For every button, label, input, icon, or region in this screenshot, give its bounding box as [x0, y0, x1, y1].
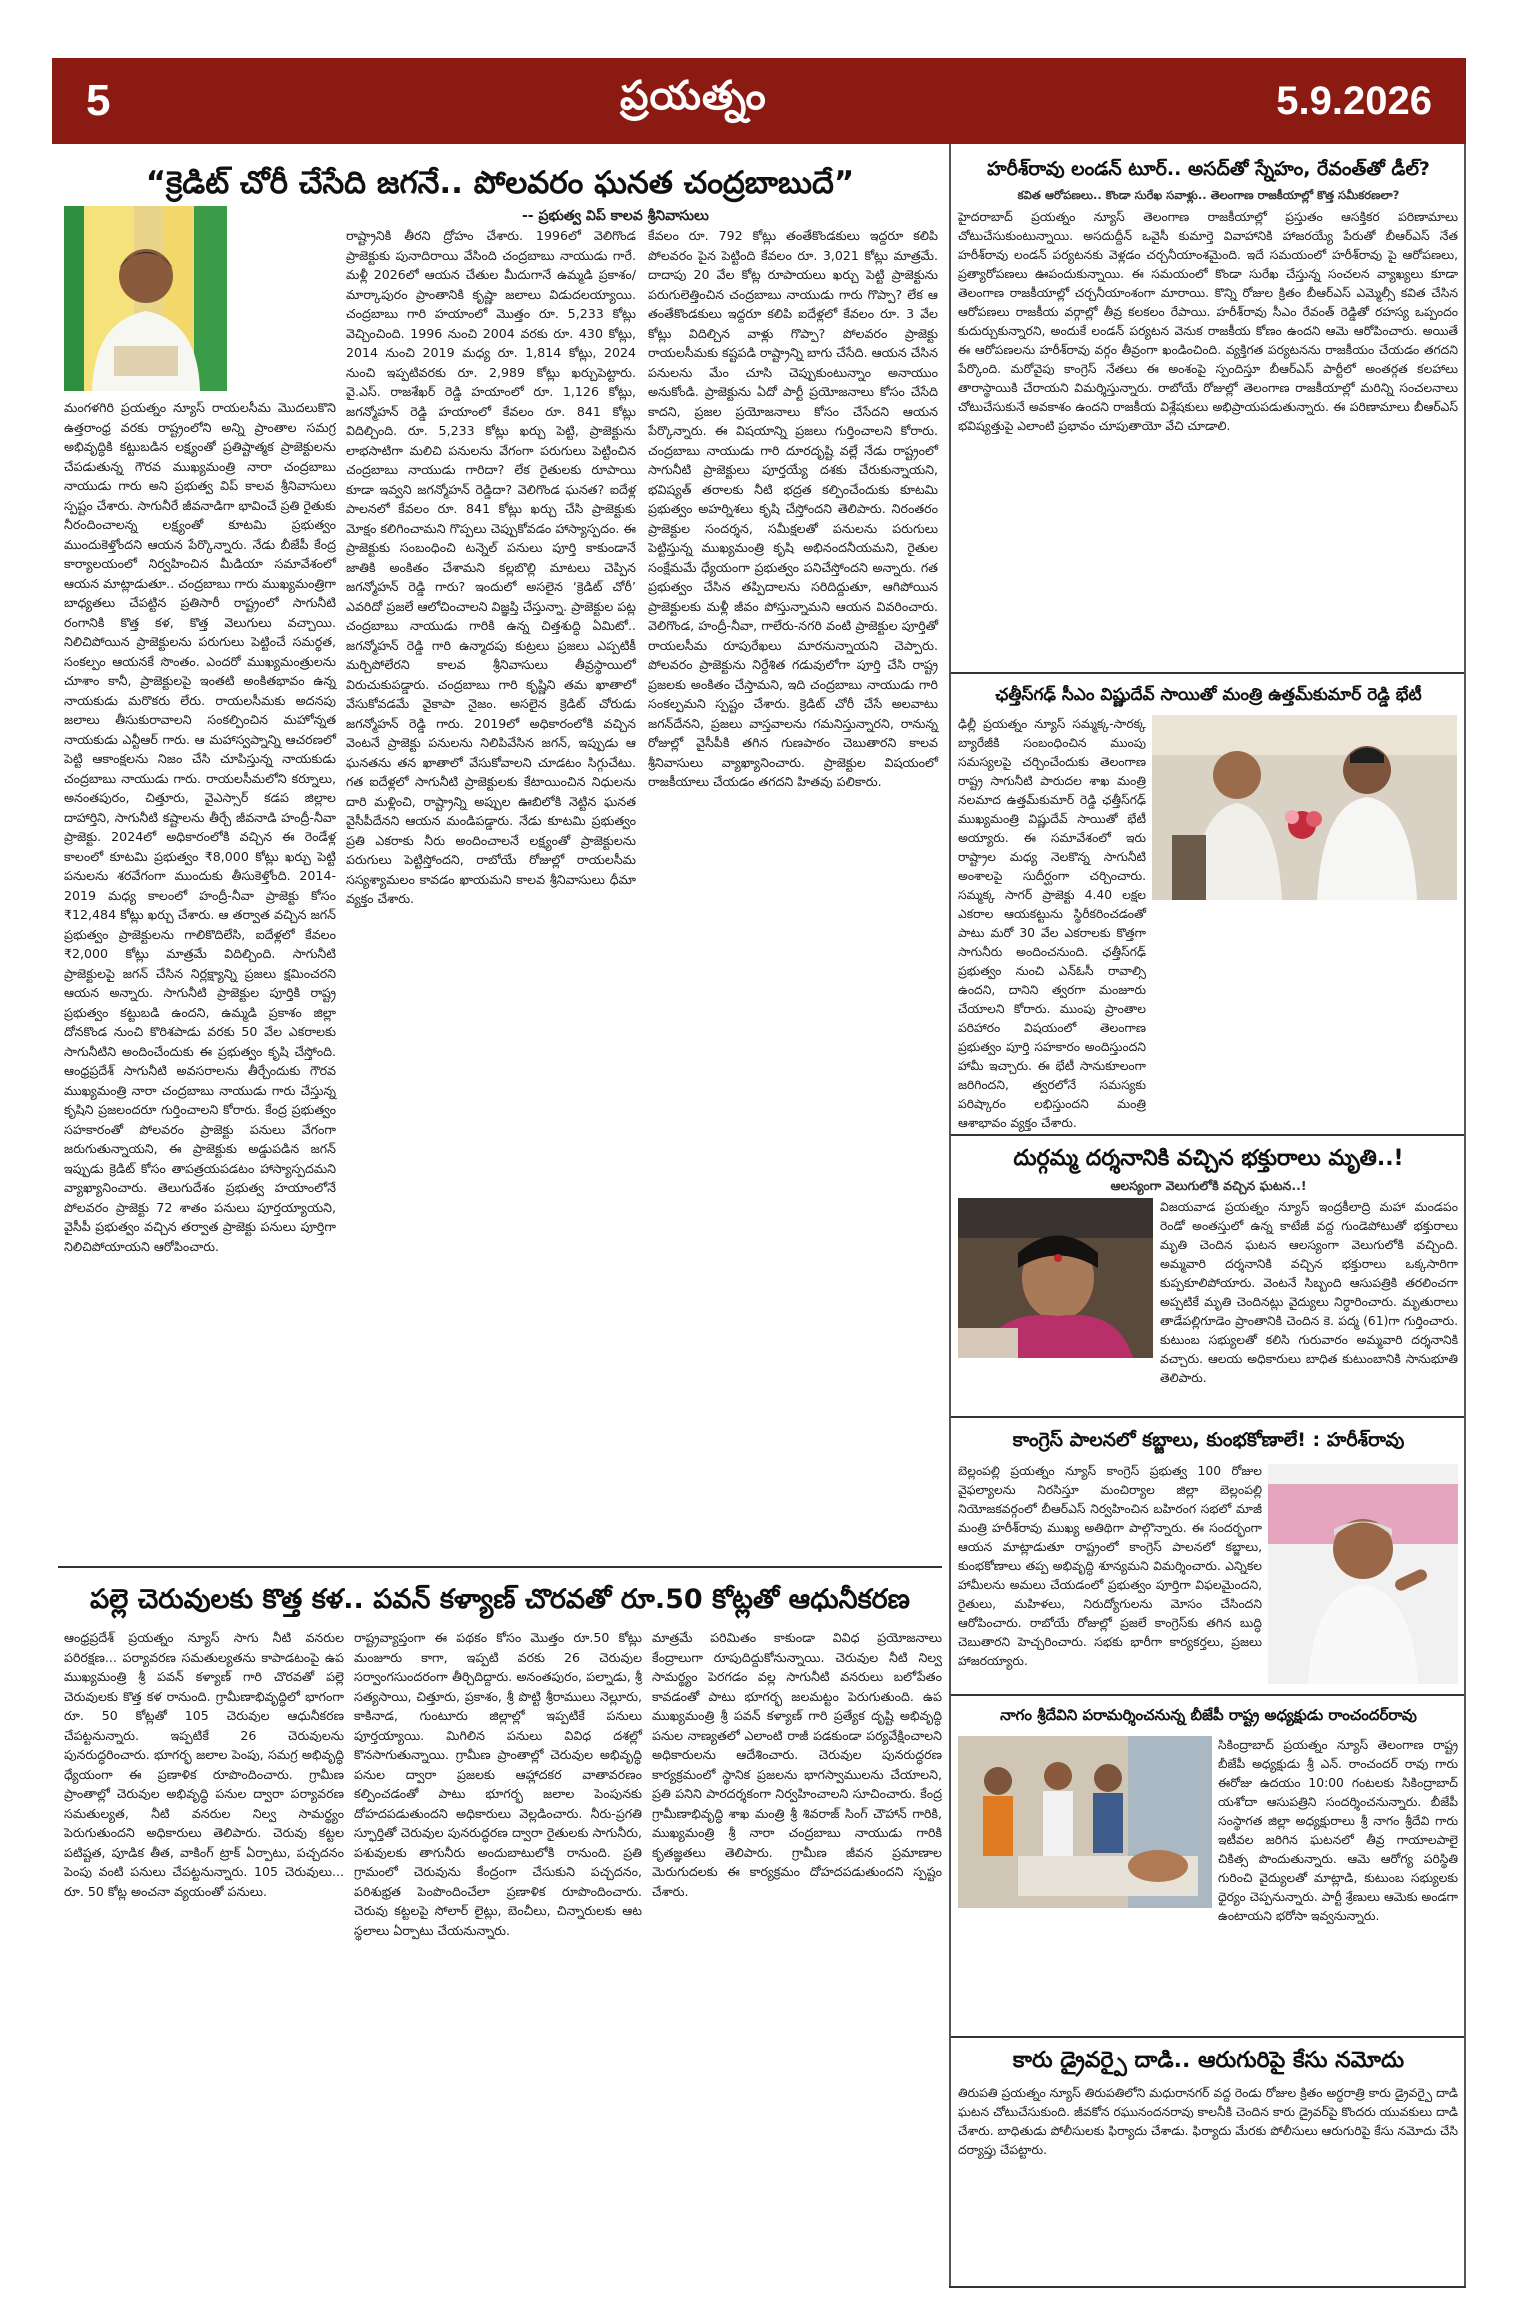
page-bottom-rule [949, 2286, 1466, 2288]
side6-headline: కారు డ్రైవర్పై దాడి.. ఆరుగురిపై కేసు నమోదు [1012, 2048, 1405, 2073]
side-divider-4 [951, 1694, 1464, 1696]
side6-body: తిరుపతి ప్రయత్నం న్యూస్ తిరుపతిలోని మధురానగర్ వద్ద రెండు రోజుల క్రితం అర్ధరాత్రి కారు డ్రైవర్పై దాడి ఘటన చోటుచేసుకుంది. జీవకోన రఘునందనరావు కాలనీకి చెందిన కారు డ్రైవర్‌పై కొందరు యువకులు దాడి చేశారు. బాధితుడు పోలీసులకు ఫిర్యాదు చేశాడు. ఫిర్యాదు మేరకు పోలీసులు ఆరుగురిపై కేసు నమోదు చేసి దర్యాప్తు చేపట్టారు. [958, 2086, 1458, 2157]
page-number: 5 [86, 76, 111, 125]
side-divider-5 [951, 2036, 1464, 2038]
side1-subheadline: కవిత ఆరోపణలు.. కొండా సురేఖ సవాళ్లు.. తెలంగాణ రాజకీయాల్లో కొత్త సమీకరణలా? [1017, 188, 1400, 202]
hospital-visit-photo [958, 1736, 1212, 1908]
side2-headline: ఛత్తీస్‌గఢ్ సీఎం విష్ణుదేవ్ సాయితో మంత్రి ఉత్తమ్‌కుమార్ రెడ్డి భేటీ [995, 685, 1422, 705]
main-story-col1: మంగళగిరి ప్రయత్నం న్యూస్ రాయలసీమ మొదలుకొని ఉత్తరాంధ్ర వరకు రాష్ట్రంలోని అన్ని ప్రాంతాల సమగ్ర అభివృద్ధికి కట్టుబడిన లక్ష్యంతో ప్రతిష్టాత్మక ప్రాజెక్టులను చేపడుతున్న గౌరవ ముఖ్యమంత్రి నారా చంద్రబాబు నాయుడు గారు అని ప్రభుత్వ విప్ కాలవ శ్రీనివాసులు స్పష్టం చేశారు. సాగునీరే జీవనాడిగా భావించే ప్రతి రైతుకు నీరందించాలన్న లక్ష్యంతో కూటమి ప్రభుత్వం ముందుకెళ్తోందని ఆయన పేర్కొన్నారు. నేడు బీజేపీ కేంద్ర కార్యాలయంలో నిర్వహించిన మీడియా సమావేశంలో ఆయన మాట్లాడుతూ.. చంద్రబాబు గారు ముఖ్యమంత్రిగా బాధ్యతలు చేపట్టిన ప్రతిసారీ రాష్ట్రంలో సాగునీటి రంగానికి కొత్త కళ, కొత్త వెలుగులు వచ్చాయి. నిలిచిపోయిన ప్రాజెక్టులను పరుగులు పెట్టించే సమర్థత, సంకల్పం ఆయనకే సొంతం. ఎందరో ముఖ్యమంత్రులను చూశాం కానీ, ప్రాజెక్టులపై ఇంతటి అంకితభావం ఉన్న నాయకుడు మరొకరు లేరు. రాయలసీమకు అదనపు జలాలు తీసుకురావాలని సంకల్పించిన మహోన్నత నాయకుడు ఎన్టీఆర్ గారు. ఆ మహాస్వప్నాన్ని ఆచరణలో పెట్టి ఆకాంక్షలను నిజం చేసి చూపిస్తున్న నాయకుడు చంద్రబాబు నాయుడు గారు. రాయలసీమలోని కర్నూలు, అనంతపురం, చిత్తూరు, వైఎస్సార్ కడప జిల్లాల దాహార్తిని, సాగునీటి కష్టాలను తీర్చే జీవనాడి హంద్రీ-నీవా ప్రాజెక్టు. 2024లో అధికారంలోకి వచ్చిన ఈ రెండేళ్ల కాలంలో కూటమి ప్రభుత్వం ₹8,000 కోట్లు ఖర్చు పెట్టి పనులను శరవేగంగా ముందుకు తీసుకెళ్తోంది. 2014-2019 మధ్య కాలంలో హంద్రీ-నీవా ప్రాజెక్టు కోసం ₹12,484 కోట్లు ఖర్చు చేశారు. ఆ తర్వాత వచ్చిన జగన్ ప్రభుత్వం ప్రాజెక్టులను గాలికొదిలేసి, ఐదేళ్లలో కేవలం ₹2,000 కోట్లు మాత్రమే విదిల్చింది. సాగునీటి ప్రాజెక్టులపై జగన్ చేసిన నిర్లక్ష్యాన్ని ప్రజలు క్షమించరని ఆయన అన్నారు. సాగునీటి ప్రాజెక్టుల పూర్తికి రాష్ట్ర ప్రభుత్వం కట్టుబడి ఉందని, ఉమ్మడి ప్రకాశం జిల్లా దోనకొండ నుంచి కొరిశపాడు వరకు 50 వేల ఎకరాలకు సాగునీటిని అందించేందుకు ఈ ప్రభుత్వం కృషి చేస్తోంది. ఆంధ్రప్రదేశ్ సాగునీటి అవసరాలను తీర్చేందుకు గౌరవ ముఖ్యమంత్రి నారా చంద్రబాబు నాయుడు గారు చేస్తున్న కృషిని ప్రజలందరూ గుర్తించాలని కోరారు. కేంద్ర ప్రభుత్వం సహకారంతో పోలవరం ప్రాజెక్టు పనులు వేగంగా జరుగుతున్నాయని, ఈ ప్రాజెక్టుకు అడ్డుపడిన జగన్ ఇప్పుడు క్రెడిట్ కోసం తాపత్రయపడటం హాస్యాస్పదమని వ్యాఖ్యానించారు. తెలుగుదేశం ప్రభుత్వ హయాంలోనే పోలవరం ప్రాజెక్టు 72 శాతం పనులు పూర్తయ్యాయని, వైసీపీ ప్రభుత్వం వచ్చిన తర్వాత ప్రాజెక్టు పనులు పూర్తిగా నిలిచిపోయాయని ఆరోపించారు. [64, 400, 336, 1254]
side3-body: విజయవాడ ప్రయత్నం న్యూస్ ఇంద్రకీలాద్రి మహా మండపం రెండో అంతస్తులో ఉన్న కాటేజీ వద్ద గుండెపోటుతో భక్తురాలు మృతి చెందిన ఘటన ఆలస్యంగా వెలుగులోకి వచ్చింది. అమ్మవారి దర్శనానికి వచ్చిన భక్తురాలు ఒక్కసారిగా కుప్పకూలిపోయారు. వెంటనే సిబ్బంది ఆసుపత్రికి తరలించగా అప్పటికే మృతి చెందినట్లు వైద్యులు నిర్ధారించారు. మృతురాలు తాడేపల్లిగూడెం ప్రాంతానికి చెందిన కె. పద్మ (61)గా గుర్తించారు. కుటుంబ సభ్యులతో కలిసి గురువారం అమ్మవారి దర్శనానికి వచ్చారు. ఆలయ అధికారులు బాధిత కుటుంబానికి సానుభూతి తెలిపారు. [1160, 1200, 1458, 1385]
newspaper-page [52, 58, 1466, 2288]
side1-body: హైదరాబాద్ ప్రయత్నం న్యూస్ తెలంగాణ రాజకీయాల్లో ప్రస్తుతం ఆసక్తికర పరిణామాలు చోటుచేసుకుంటున్నాయి. అసదుద్దీన్ ఒవైసీ కుమార్తె వివాహానికి హాజరయ్యే పేరుతో బీఆర్ఎస్ నేత హరీశ్‌రావు లండన్ పర్యటనకు వెళ్లడం చర్చనీయాంశమైంది. ఇదే సమయంలో హరీశ్‌రావు పై ఆరోపణలు, ప్రత్యారోపణలు ఊపందుకున్నాయి. ఈ సమయంలో కొండా సురేఖ చేస్తున్న సంచలన వ్యాఖ్యలు కూడా తెలంగాణ రాజకీయాల్లో చర్చనీయాంశంగా మారాయి. కొన్ని రోజుల క్రితం బీఆర్ఎస్ ఎమ్మెల్సీ కవిత చేసిన ఆరోపణలు రాజకీయ వర్గాల్లో తీవ్ర కలకలం రేపాయి. హరీశ్‌రావు సీఎం రేవంత్ రెడ్డితో రహస్య ఒప్పందం కుదుర్చుకున్నారని, అందుకే లండన్ పర్యటన వెనుక రాజకీయ కోణం ఉందని ఆమె ఆరోపించారు. అయితే ఈ ఆరోపణలను హరీశ్‌రావు వర్గం తీవ్రంగా ఖండించింది. వ్యక్తిగత పర్యటనను రాజకీయం చేయడం తగదని పేర్కొంది. మరోవైపు కాంగ్రెస్ నేతలు ఈ అంశంపై స్పందిస్తూ బీఆర్ఎస్ పార్టీలో అంతర్గత కలహాలు తారాస్థాయికి చేరాయని విమర్శిస్తున్నారు. రాబోయే రోజుల్లో తెలంగాణ రాజకీయాల్లో మరిన్ని సంచలనాలు చోటుచేసుకునే అవకాశం ఉందని రాజకీయ విశ్లేషకులు అభిప్రాయపడుతున్నారు. ఈ పరిణామాలు బీఆర్ఎస్ భవిష్యత్తుపై ఎలాంటి ప్రభావం చూపుతాయో వేచి చూడాలి. [958, 210, 1458, 433]
minister-photo [64, 206, 227, 391]
side4-headline: కాంగ్రెస్ పాలనలో కబ్జాలు, కుంభకోణాలే! : హరీశ్‌రావు [1012, 1429, 1405, 1451]
side-divider-1 [951, 672, 1464, 674]
second-story-col3: మాత్రమే పరిమితం కాకుండా వివిధ ప్రయోజనాలు కేంద్రాలుగా రూపుదిద్దుకోనున్నాయి. చెరువుల నీటి నిల్వ సామర్థ్యం పెరగడం వల్ల సాగునీటి వనరులు బలోపేతం కావడంతో పాటు భూగర్భ జలమట్టం పెరుగుతుంది. ఉప ముఖ్యమంత్రి శ్రీ పవన్ కళ్యాణ్ గారి ప్రత్యేక దృష్టి అభివృద్ధి పనుల నాణ్యతలో ఎలాంటి రాజీ పడకుండా పర్యవేక్షించాలని అధికారులను ఆదేశించారు. చెరువుల పునరుద్ధరణ కార్యక్రమంలో స్థానిక ప్రజలను భాగస్వాములను చేయాలని, ప్రతి పనిని పారదర్శకంగా నిర్వహించాలని సూచించారు. కేంద్ర గ్రామీణాభివృద్ధి శాఖ మంత్రి శ్రీ శివరాజ్ సింగ్ చౌహాన్ గారికి, ముఖ్యమంత్రి శ్రీ నారా చంద్రబాబు నాయుడు గారికి కృతజ్ఞతలు తెలిపారు. గ్రామీణ జీవన ప్రమాణాల మెరుగుదలకు ఈ కార్యక్రమం దోహదపడుతుందని స్పష్టం చేశారు. [652, 1630, 942, 1899]
side5-headline: నాగం శ్రీదేవిని పరామర్శించనున్న బీజేపీ రాష్ట్ర అధ్యక్షుడు రాంచందర్‌రావు [1000, 1706, 1417, 1724]
side-divider-3 [951, 1416, 1464, 1418]
issue-date: 5.9.2026 [1276, 78, 1432, 123]
second-story-col1: ఆంధ్రప్రదేశ్ ప్రయత్నం న్యూస్ సాగు నీటి వనరుల పరిరక్షణ... పర్యావరణ సమతుల్యతను కాపాడటంపై ఉప ముఖ్యమంత్రి శ్రీ పవన్ కళ్యాణ్ గారి చొరవతో పల్లె చెరువులకు కొత్త కళ రానుంది. గ్రామీణాభివృద్ధిలో భాగంగా రూ. 50 కోట్లతో 105 చెరువుల ఆధునీకరణ చేపట్టనున్నారు. ఇప్పటికే 26 చెరువులను పునరుద్ధరించారు. భూగర్భ జలాల పెంపు, సమగ్ర అభివృద్ధి ధ్యేయంగా ఈ ప్రణాళిక రూపొందించారు. గ్రామీణ ప్రాంతాల్లో చెరువుల అభివృద్ధి పనుల ద్వారా పర్యావరణ సమతుల్యత, నీటి వనరుల నిల్వ సామర్థ్యం పెరుగుతుందని అధికారులు తెలిపారు. చెరువు కట్టల పటిష్టత, పూడిక తీత, వాకింగ్ ట్రాక్ ఏర్పాటు, పచ్చదనం పెంపు వంటి పనులు చేపట్టనున్నారు. 105 చెరువులు... రూ. 50 కోట్ల అంచనా వ్యయంతో పనులు. [64, 1630, 344, 1899]
main-story-col3: కేవలం రూ. 792 కోట్లు తంతేకొండకులు ఇద్దరూ కలిపి పోలవరం పైన పెట్టింది కేవలం రూ. 3,021 కోట్లు మాత్రమే. దాదాపు 20 వేల కోట్ల రూపాయలు ఖర్చు పెట్టి ప్రాజెక్టును పరుగులెత్తించిన చంద్రబాబు నాయుడు గారు గొప్పా? లేక ఆ తంతేకొండకులు ఇద్దరూ కలిపి ఐదేళ్లలో కేవలం రూ. 3 వేల కోట్లు విదిల్చిన వాళ్లు గొప్పా? పోలవరం ప్రాజెక్టు రాయలసీమకు కష్టపడి రాష్ట్రాన్ని బాగు చేసేది. ఆయన చేసిన పనులను మేం చూసి చెప్పుకుంటున్నాం అనాయుం అనుకోండి. ప్రాజెక్టును ఏదో పార్టీ ప్రయోజనాలు కోసం చేసేది కాదని, ప్రజల ప్రయోజనాలు కోసం చేసేదని ఆయన పేర్కొన్నారు. ఈ విషయాన్ని ప్రజలు గుర్తించాలని కోరారు. చంద్రబాబు నాయుడు గారి దూరదృష్టి వల్లే నేడు రాష్ట్రంలో సాగునీటి ప్రాజెక్టులు పూర్తయ్యే దశకు చేరుకున్నాయని, భవిష్యత్ తరాలకు నీటి భద్రత కల్పించేందుకు కూటమి ప్రభుత్వం అహర్నిశలు కృషి చేస్తోందని తెలిపారు. నిరంతరం ప్రాజెక్టుల సందర్శన, సమీక్షలతో పనులను పరుగులు పెట్టిస్తున్న ముఖ్యమంత్రి కృషి అభినందనీయమని, రైతుల సంక్షేమమే ధ్యేయంగా ప్రభుత్వం పనిచేస్తోందని అన్నారు. గత ప్రభుత్వం చేసిన తప్పిదాలను సరిదిద్దుతూ, ఆగిపోయిన ప్రాజెక్టులకు మళ్లీ జీవం పోస్తున్నామని ఆయన వివరించారు. వెలిగొండ, హంద్రీ-నీవా, గాలేరు-నగరి వంటి ప్రాజెక్టుల పూర్తితో రాయలసీమ రూపురేఖలు మారనున్నాయని చెప్పారు. పోలవరం ప్రాజెక్టును నిర్దేశిత గడువులోగా పూర్తి చేసి రాష్ట్ర ప్రజలకు అంకితం చేస్తామని, ఇది చంద్రబాబు నాయుడు గారి సంకల్పమని స్పష్టం చేశారు. క్రెడిట్ చోరీ చేసే అలవాటు జగన్‌దేనని, ప్రజలు వాస్తవాలను గమనిస్తున్నారని, రానున్న రోజుల్లో వైసీపీకి తగిన గుణపాఠం చెబుతారని కాలవ శ్రీనివాసులు వ్యాఖ్యానించారు. ప్రాజెక్టుల విషయంలో రాజకీయాలు చేయడం తగదని హితవు పలికారు. [648, 228, 938, 789]
main-byline: -- ప్రభుత్వ విప్ కాలవ శ్రీనివాసులు [522, 208, 709, 224]
side-divider-2 [951, 1134, 1464, 1136]
second-story-col2: రాష్ట్రవ్యాప్తంగా ఈ పథకం కోసం మొత్తం రూ.50 కోట్లు మంజూరు కాగా, ఇప్పటి వరకు 26 చెరువుల సర్వాంగసుందరంగా తీర్చిదిద్దారు. అనంతపురం, పల్నాడు, శ్రీ సత్యసాయి, చిత్తూరు, ప్రకాశం, శ్రీ పొట్టి శ్రీరాములు నెల్లూరు, కాకినాడ, గుంటూరు జిల్లాల్లో ఇప్పటికే పనులు పూర్తయ్యాయి. మిగిలిన పనులు వివిధ దశల్లో కొనసాగుతున్నాయి. గ్రామీణ ప్రాంతాల్లో చెరువుల అభివృద్ధి పనుల ద్వారా ప్రజలకు ఆహ్లాదకర వాతావరణం కల్పించడంతో పాటు భూగర్భ జలాల పెంపునకు దోహదపడుతుందని అధికారులు వెల్లడించారు. నీరు-ప్రగతి స్ఫూర్తితో చెరువుల పునరుద్ధరణ ద్వారా రైతులకు సాగునీరు, పశువులకు తాగునీరు అందుబాటులోకి రానుంది. ప్రతి గ్రామంలో చెరువును కేంద్రంగా చేసుకుని పచ్చదనం, పరిశుభ్రత పెంపొందించేలా ప్రణాళిక రూపొందించారు. చెరువు కట్టలపై సోలార్ లైట్లు, బెంచీలు, చిన్నారులకు ఆట స్థలాలు ఏర్పాటు చేయనున్నారు. [354, 1630, 642, 1938]
main-story-col2: రాష్ట్రానికి తీరని ద్రోహం చేశారు. 1996లో వెలిగొండ ప్రాజెక్టుకు పునాదిరాయి వేసింది చంద్రబాబు నాయుడు గారే. మళ్లీ 2026లో ఆయన చేతుల మీదుగానే ఉమ్మడి ప్రకాశం/మార్కాపురం ప్రాంతానికి కృష్ణా జలాలు విడుదలయ్యాయి. చంద్రబాబు గారి హయాంలో మొత్తం రూ. 5,233 కోట్లు వెచ్చించింది. 1996 నుంచి 2004 వరకు రూ. 430 కోట్లు, 2014 నుంచి 2019 మధ్య రూ. 1,814 కోట్లు, 2024 నుంచి ఇప్పటివరకు రూ. 2,989 కోట్లు ఖర్చుపెట్టారు. వై.ఎస్. రాజశేఖర్ రెడ్డి హయాంలో రూ. 1,126 కోట్లు, జగన్మోహన్ రెడ్డి హయాంలో కేవలం రూ. 841 కోట్లు విదిల్చింది. రూ. 5,233 కోట్లు ఖర్చు పెట్టి, ప్రాజెక్టును లాభసాటిగా మలిచి పనులను వేగంగా పరుగులు పెట్టించిన చంద్రబాబు నాయుడు గారిదా? లేక రైతులకు రూపాయి కూడా ఇవ్వని జగన్మోహన్ రెడ్డిదా? వెలిగొండ ఘనత? ఐదేళ్ల పాలనలో కేవలం రూ. 841 కోట్లు ఖర్చు చేసి ప్రాజెక్టుకు మోక్షం కలిగించామని గొప్పలు చెప్పుకోవడం హాస్యాస్పదం. ఈ ప్రాజెక్టుకు సంబంధించి టన్నెల్ పనులు పూర్తి కాకుండానే జాతికి అంకితం చేశామని కల్లబొల్లి మాటలు చెప్పిన జగన్మోహన్ రెడ్డి గారు? ఇందులో అసలైన ‘క్రెడిట్ చోరీ’ ఎవరిదో ప్రజలే ఆలోచించాలని విజ్ఞప్తి చేస్తున్నా. ప్రాజెక్టుల పట్ల చంద్రబాబు నాయుడు గారికి ఉన్న చిత్తశుద్ధి ఏమిటో.. జగన్మోహన్ రెడ్డి గారి ఉన్మాదపు కుట్రలు ప్రజలు ఎప్పటికీ మర్చిపోలేరని కాలవ శ్రీనివాసులు తీవ్రస్థాయిలో విరుచుకుపడ్డారు. చంద్రబాబు గారి కృష్ణిని తమ ఖాతాలో వేసుకోవడమే వైకాపా నైజం. అసలైన క్రెడిట్ చోరుడు జగన్మోహన్ రెడ్డి గారు. 2019లో అధికారంలోకి వచ్చిన వెంటనే ప్రాజెక్టు పనులను నిలిపివేసిన జగన్, ఇప్పుడు ఆ ఘనతను తన ఖాతాలో వేసుకోవాలని చూడటం సిగ్గుచేటు. గత ఐదేళ్లలో సాగునీటి ప్రాజెక్టులకు కేటాయించిన నిధులను దారి మళ్లించి, రాష్ట్రాన్ని అప్పుల ఊబిలోకి నెట్టిన ఘనత వైసీపీదేనని ఆయన మండిపడ్డారు. నేడు కూటమి ప్రభుత్వం ప్రతి ఎకరాకు నీరు అందించాలనే లక్ష్యంతో ప్రాజెక్టులను పరుగులు పెట్టిస్తోందని, రాబోయే రోజుల్లో రాయలసీమ సస్యశ్యామలం కావడం ఖాయమని కాలవ శ్రీనివాసులు ధీమా వ్యక్తం చేశారు. [346, 228, 636, 906]
newspaper-name: ప్రయత్నం [620, 73, 767, 119]
side2-body: ఢిల్లీ ప్రయత్నం న్యూస్ సమ్మక్క-సారక్క బ్యారేజీకి సంబంధించిన ముంపు సమస్యలపై చర్చించేందుకు తెలంగాణ రాష్ట్ర సాగునీటి పారుదల శాఖ మంత్రి నలమాద ఉత్తమ్‌కుమార్ రెడ్డి ఛత్తీస్‌గఢ్ ముఖ్యమంత్రి విష్ణుదేవ్ సాయితో భేటీ అయ్యారు. ఈ సమావేశంలో ఇరు రాష్ట్రాల మధ్య నెలకొన్న సాగునీటి అంశాలపై సుదీర్ఘంగా చర్చించారు. సమ్మక్క సాగర్ ప్రాజెక్టు 4.40 లక్షల ఎకరాల ఆయకట్టును స్థిరీకరించడంతో పాటు మరో 30 వేల ఎకరాలకు కొత్తగా సాగునీరు అందించనుంది. ఛత్తీస్‌గఢ్ ప్రభుత్వం నుంచి ఎన్‌ఓసీ రావాల్సి ఉందని, దానిని త్వరగా మంజూరు చేయాలని కోరారు. ముంపు ప్రాంతాల పరిహారం విషయంలో తెలంగాణ ప్రభుత్వం పూర్తి సహకారం అందిస్తుందని హామీ ఇచ్చారు. ఈ భేటీ సానుకూలంగా జరిగిందని, త్వరలోనే సమస్యకు పరిష్కారం లభిస్తుందని మంత్రి ఆశాభావం వ్యక్తం చేశారు. [958, 717, 1146, 1130]
masthead [52, 58, 1466, 144]
side2-body-continued [958, 902, 1458, 1128]
side3-headline: దుర్గమ్మ దర్శనానికి వచ్చిన భక్తురాలు మృతి..! [1013, 1146, 1404, 1171]
side3-subheadline: ఆలస్యంగా వెలుగులోకి వచ్చిన ఘటన..! [1110, 1178, 1307, 1193]
side4-body: బెల్లంపల్లి ప్రయత్నం న్యూస్ కాంగ్రెస్ ప్రభుత్వ 100 రోజుల వైఫల్యాలను నిరసిస్తూ మంచిర్యాల జిల్లా బెల్లంపల్లి నియోజకవర్గంలో బీఆర్ఎస్ నిర్వహించిన బహిరంగ సభలో మాజీ మంత్రి హరీశ్‌రావు ముఖ్య అతిథిగా పాల్గొన్నారు. ఈ సందర్భంగా ఆయన మాట్లాడుతూ రాష్ట్రంలో కాంగ్రెస్ పాలనలో కబ్జాలు, కుంభకోణాలు తప్ప అభివృద్ధి శూన్యమని విమర్శించారు. ఎన్నికల హామీలను అమలు చేయడంలో ప్రభుత్వం పూర్తిగా విఫలమైందని, రైతులు, మహిళలు, నిరుద్యోగులను మోసం చేసిందని ఆరోపించారు. రాబోయే రోజుల్లో ప్రజలే కాంగ్రెస్‌కు తగిన బుద్ధి చెబుతారని హెచ్చరించారు. సభకు భారీగా కార్యకర్తలు, ప్రజలు హాజరయ్యారు. [958, 1464, 1262, 1668]
devotee-photo [958, 1198, 1153, 1358]
second-headline: పల్లె చెరువులకు కొత్త కళ.. పవన్ కళ్యాణ్ చొరవతో రూ.50 కోట్లతో ఆధునీకరణ [89, 1584, 910, 1615]
side5-body: సికింద్రాబాద్ ప్రయత్నం న్యూస్ తెలంగాణ రాష్ట్ర బీజేపీ అధ్యక్షుడు శ్రీ ఎన్. రాంచందర్ రావు గారు ఈరోజు ఉదయం 10:00 గంటలకు సికింద్రాబాద్ యశోదా ఆసుపత్రిని సందర్శించనున్నారు. బీజేపీ సంస్థాగత జిల్లా అధ్యక్షురాలు శ్రీ నాగం శ్రీదేవి గారు ఇటీవల జరిగిన ఘటనలో తీవ్ర గాయాలపాలై చికిత్స పొందుతున్నారు. ఆమె ఆరోగ్య పరిస్థితి గురించి వైద్యులతో మాట్లాడి, కుటుంబ సభ్యులకు ధైర్యం చెప్పనున్నారు. పార్టీ శ్రేణులు ఆమెకు అండగా ఉంటాయని భరోసా ఇవ్వనున్నారు. [1218, 1738, 1458, 1923]
main-story-divider [58, 1566, 942, 1568]
main-headline: “క్రెడిట్ చోరీ చేసేది జగనే.. పోలవరం ఘనత చంద్రబాబుదే” [145, 165, 855, 201]
harish-rao-photo [1268, 1464, 1458, 1684]
side1-headline: హరీశ్‌రావు లండన్ టూర్.. అసద్‌తో స్నేహం, రేవంత్‌తో డీల్? [987, 158, 1430, 180]
ministers-meeting-photo [1152, 715, 1457, 900]
